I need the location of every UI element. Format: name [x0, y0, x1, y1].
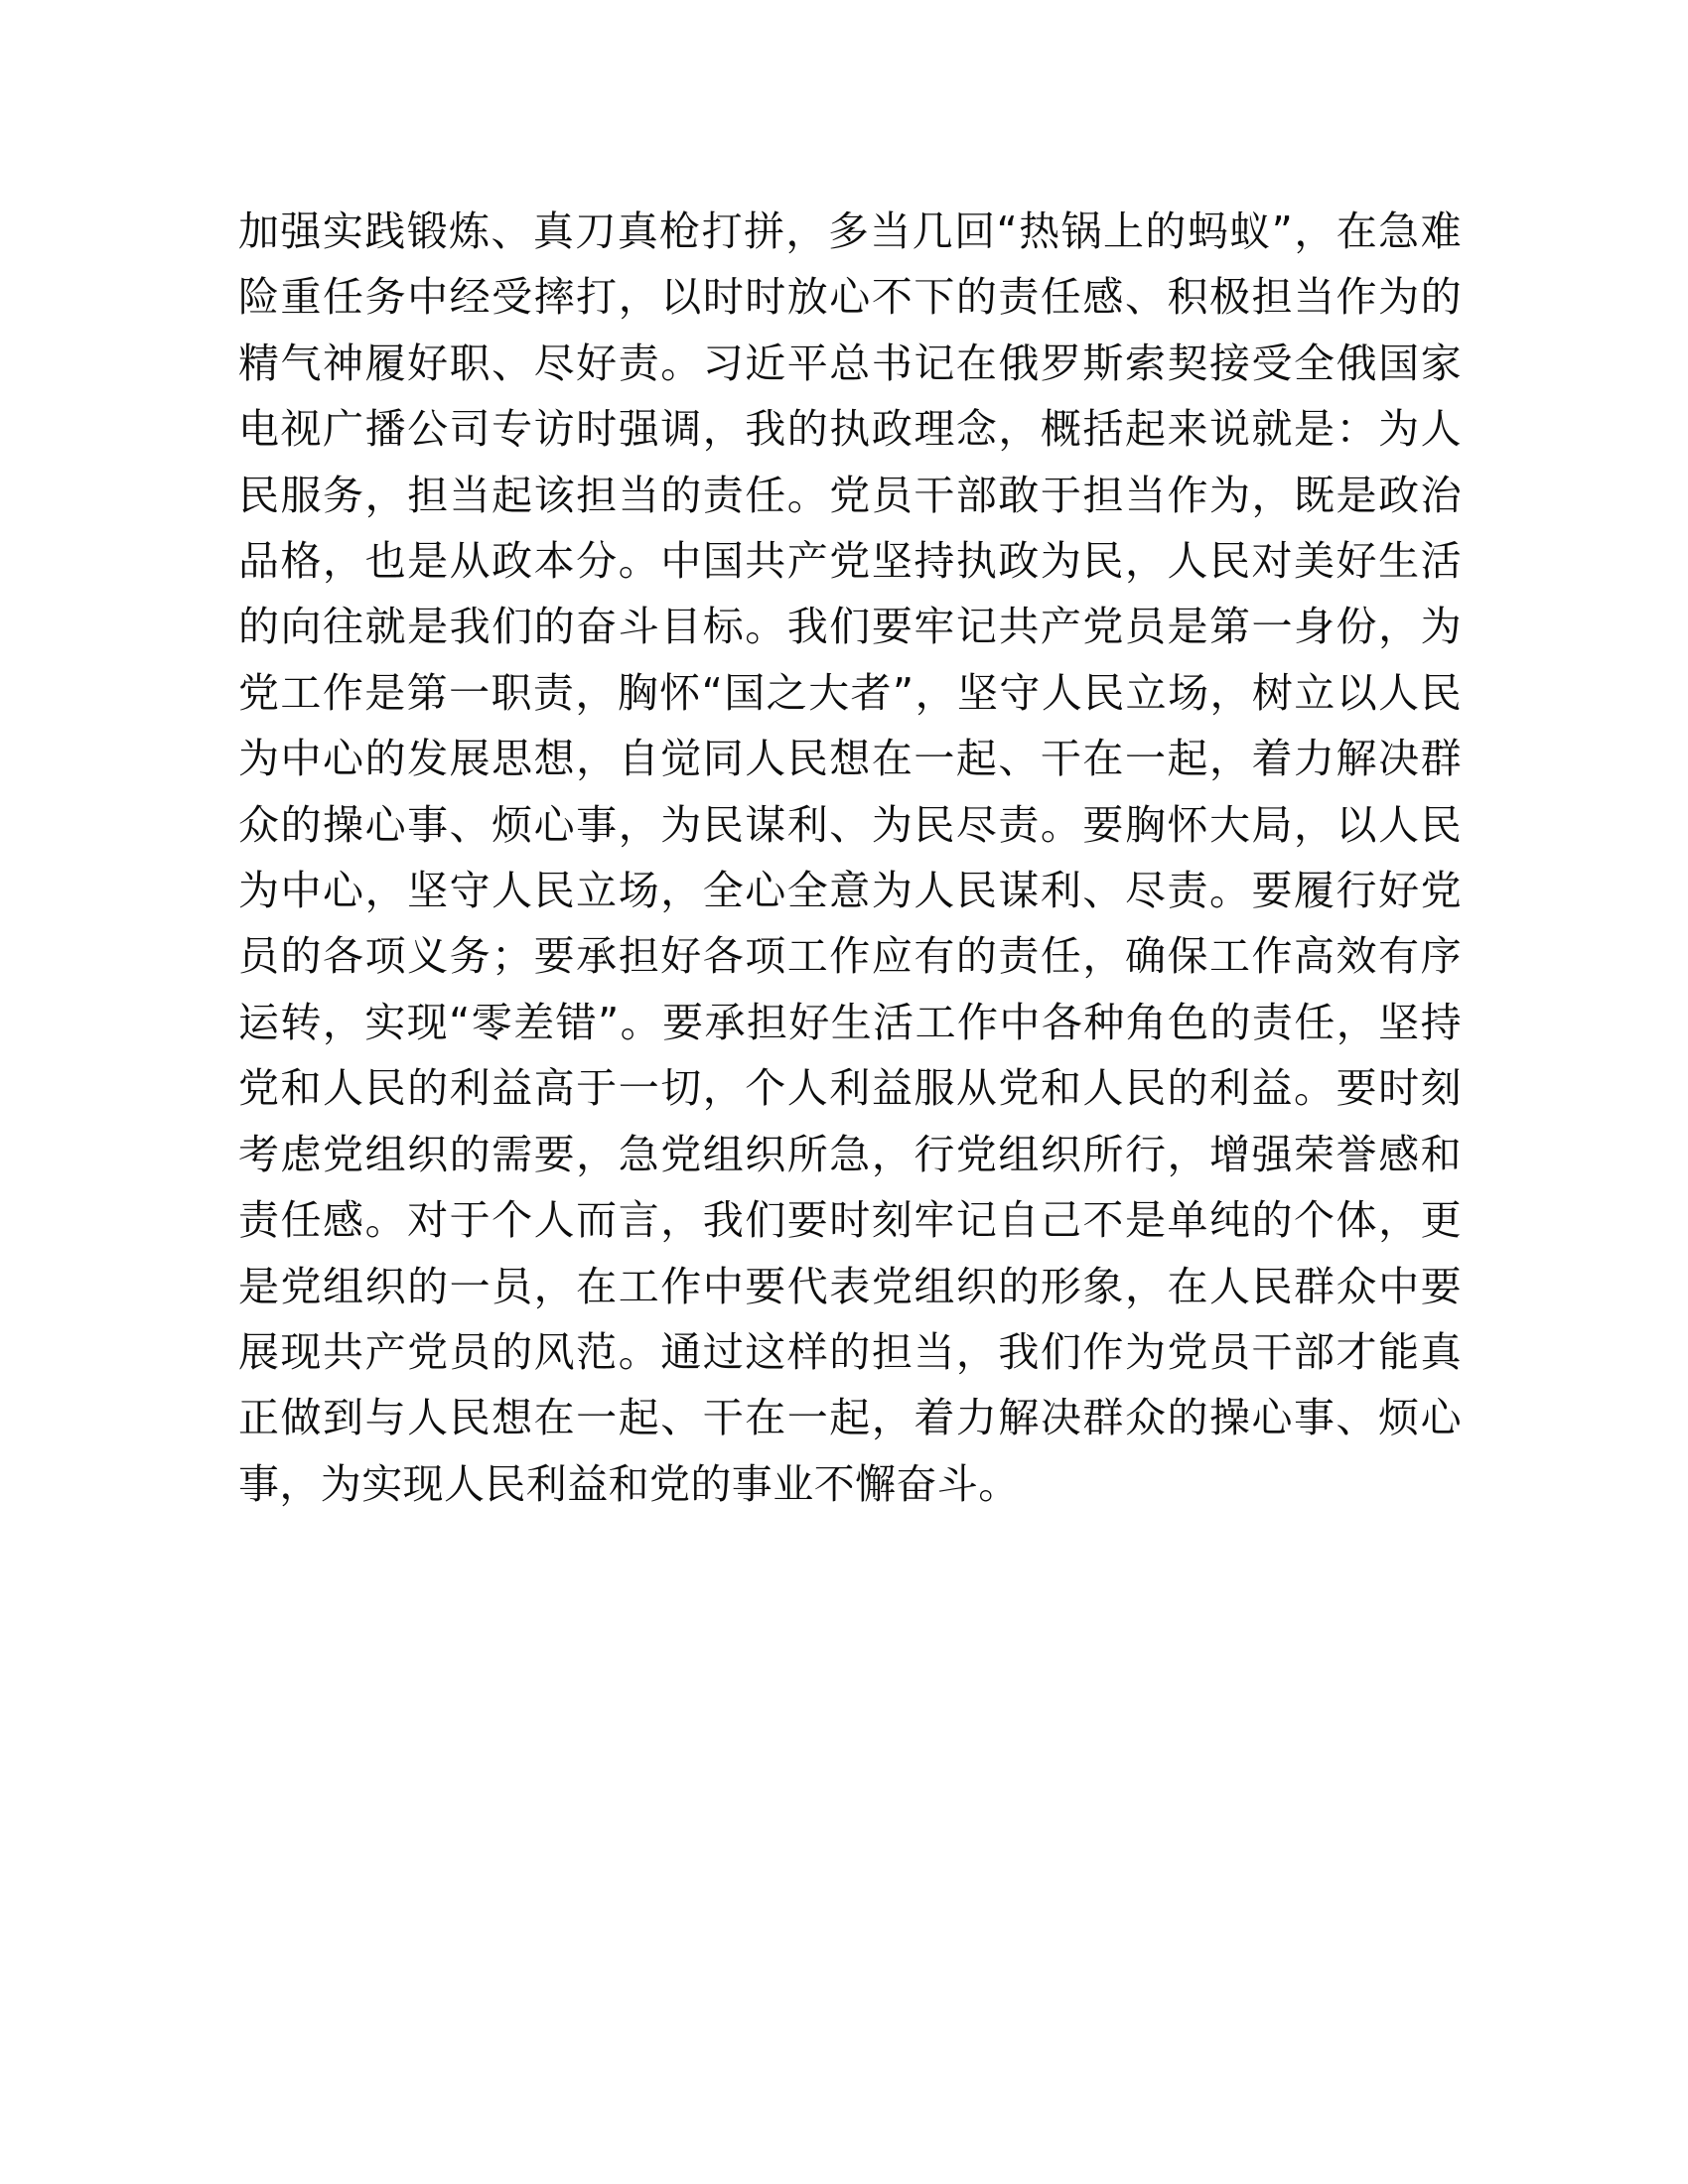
body-paragraph: 加强实践锻炼、真刀真枪打拼，多当几回“热锅上的蚂蚁”，在急难险重任务中经受摔打，以时时放心不下的责任感、积极担当作为的精气神履好职、尽好责。习近平总书记在俄罗斯索契接受全俄国家电视广播公司专访时强调，我的执政理念，概括起来说就是：为人民服务，担当起该担当的责任。党员干部敢于担当作为，既是政治品格，也是从政本分。中国共产党坚持执政为民，人民对美好生活的向往就是我们的奋斗目标。我们要牢记共产党员是第一身份，为党工作是第一职责，胸怀“国之大者”，坚守人民立场，树立以人民为中心的发展思想，自觉同人民想在一起、干在一起，着力解决群众的操心事、烦心事，为民谋利、为民尽责。要胸怀大局，以人民为中心，坚守人民立场，全心全意为人民谋利、尽责。要履行好党员的各项义务；要承担好各项工作应有的责任，确保工作高效有序运转，实现“零差错”。要承担好生活工作中各种角色的责任，坚持党和人民的利益高于一切，个人利益服从党和人民的利益。要时刻考虑党组织的需要，急党组织所急，行党组织所行，增强荣誉感和责任感。对于个人而言，我们要时刻牢记自己不是单纯的个体，更是党组织的一员，在工作中要代表党组织的形象，在人民群众中要展现共产党员的风范。通过这样的担当，我们作为党员干部才能真正做到与人民想在一起、干在一起，着力解决群众的操心事、烦心事，为实现人民利益和党的事业不懈奋斗。 — [238, 207, 1462, 1508]
document-body — [238, 199, 1462, 1517]
